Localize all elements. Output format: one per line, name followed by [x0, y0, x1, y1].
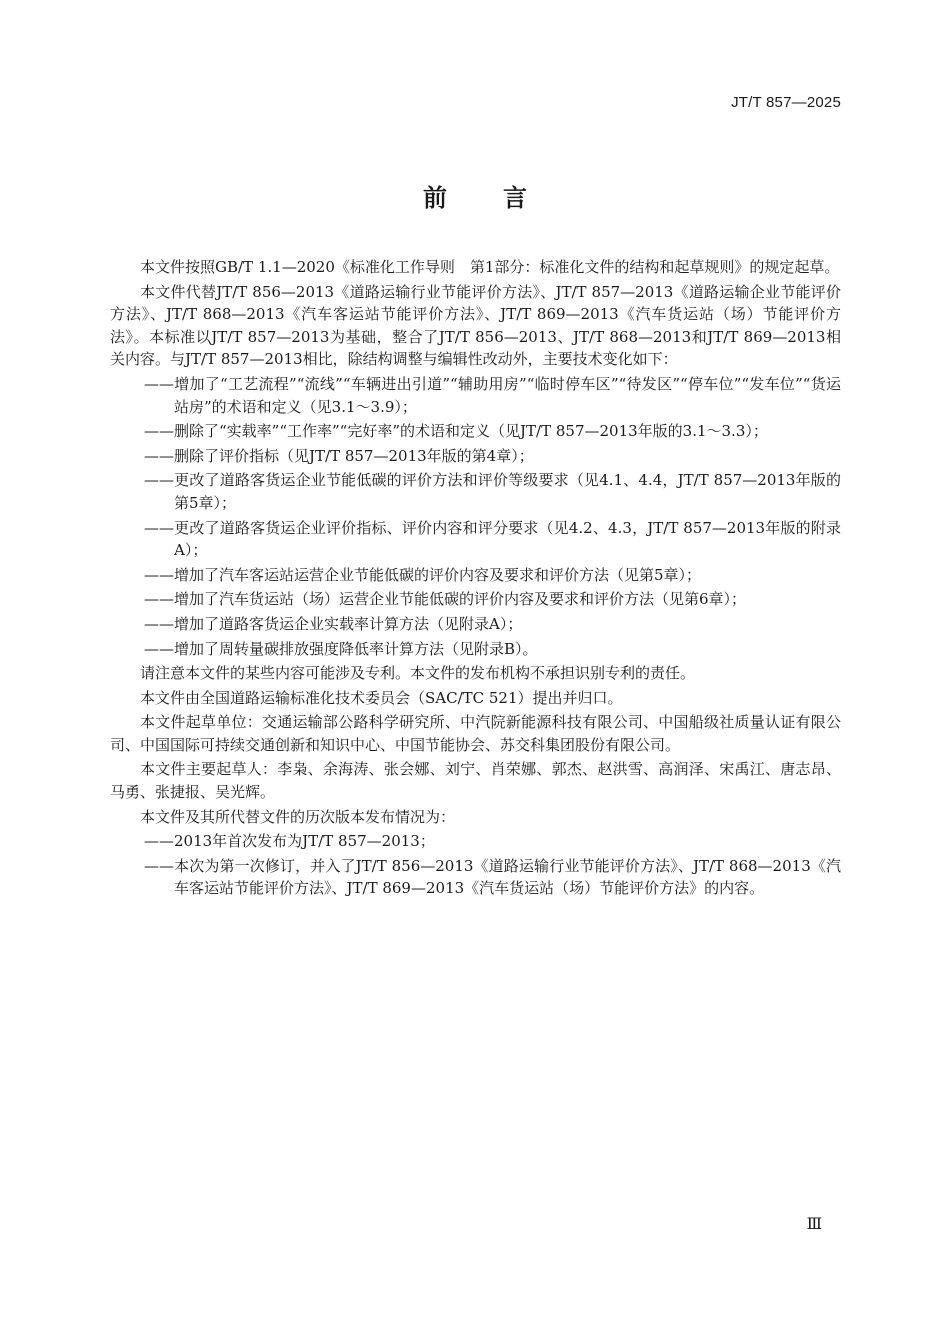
list-item: ——增加了周转量碳排放强度降低率计算方法（见附录B）。 — [144, 639, 538, 658]
paragraph: 本文件及其所代替文件的历次版本发布情况为： — [140, 807, 456, 826]
list-item: ——增加了汽车货运站（场）运营企业节能低碳的评价内容及要求和评价方法（见第6章）； — [144, 590, 747, 609]
list-item: ——更改了道路客货运企业节能低碳的评价方法和评价等级要求（见4.1、4.4，JT/T 857—2013年版的第5章）； — [144, 471, 841, 512]
paragraph: 本文件按照GB/T 1.1—2020《标准化工作导则 第1部分：标准化文件的结构和起草规则》的规定起草。 — [140, 258, 840, 276]
list-item: ——更改了道路客货运企业评价指标、评价内容和评分要求（见4.2、4.3，JT/T 857—2013年版的附录A）； — [144, 518, 841, 560]
standard-code: JT/T 857—2025 — [731, 94, 841, 111]
list-item: ——2013年首次发布为JT/T 857—2013； — [144, 832, 435, 851]
paragraph: 请注意本文件的某些内容可能涉及专利。本文件的发布机构不承担识别专利的责任。 — [140, 664, 696, 683]
list-item: ——删除了评价指标（见JT/T 857—2013年版的第4章）； — [144, 446, 534, 465]
page-title: 前言 — [423, 184, 583, 212]
paragraph: 本文件主要起草人：李枭、余海涛、张会娜、刘宁、肖荣娜、郭杰、赵洪雪、高润泽、宋禹江、唐志昂、马勇、张捷报、吴光辉。 — [110, 760, 841, 802]
paragraph: 本文件由全国道路运输标准化技术委员会（SAC/TC 521）提出并归口。 — [140, 688, 623, 707]
foreword-body — [110, 256, 841, 902]
list-item: ——增加了“工艺流程”“流线”“车辆进出引道”“辅助用房”“临时停车区”“待发区”“停车位”“发车位”“货运站房”的术语和定义（见3.1～3.9）； — [144, 374, 841, 416]
list-item: ——删除了“实载率”“工作率”“完好率”的术语和定义（见JT/T 857—2013年版的3.1～3.3）； — [144, 422, 768, 441]
page-number: Ⅲ — [806, 1216, 822, 1233]
list-item: ——本次为第一次修订，并入了JT/T 856—2013《道路运输行业节能评价方法》、JT/T 868—2013《汽车客运站节能评价方法》、JT/T 869—2013《汽车货运站（场）节能评价方法》的内容。 — [144, 856, 841, 898]
list-item: ——增加了道路客货运企业实载率计算方法（见附录A）； — [144, 614, 523, 633]
list-item: ——增加了汽车客运站运营企业节能低碳的评价内容及要求和评价方法（见第5章）； — [144, 565, 702, 584]
paragraph: 本文件起草单位：交通运输部公路科学研究所、中汽院新能源科技有限公司、中国船级社质量认证有限公司、中国国际可持续交通创新和知识中心、中国节能协会、苏交科集团股份有限公司。 — [110, 713, 841, 754]
paragraph: 本文件代替JT/T 856—2013《道路运输行业节能评价方法》、JT/T 857—2013《道路运输企业节能评价方法》、JT/T 868—2013《汽车客运站节能评价方法》、JT/T 869—2013《汽车货运站（场）节能评价方法》。本标准以JT/T 857—2013为基础，整合了JT/T 856—2013、JT/T 868—2013和JT/T 869—2013相关内容。与JT/T 857—2013相比，除结构调整与编辑性改动外，主要技术变化如下： — [110, 282, 841, 369]
